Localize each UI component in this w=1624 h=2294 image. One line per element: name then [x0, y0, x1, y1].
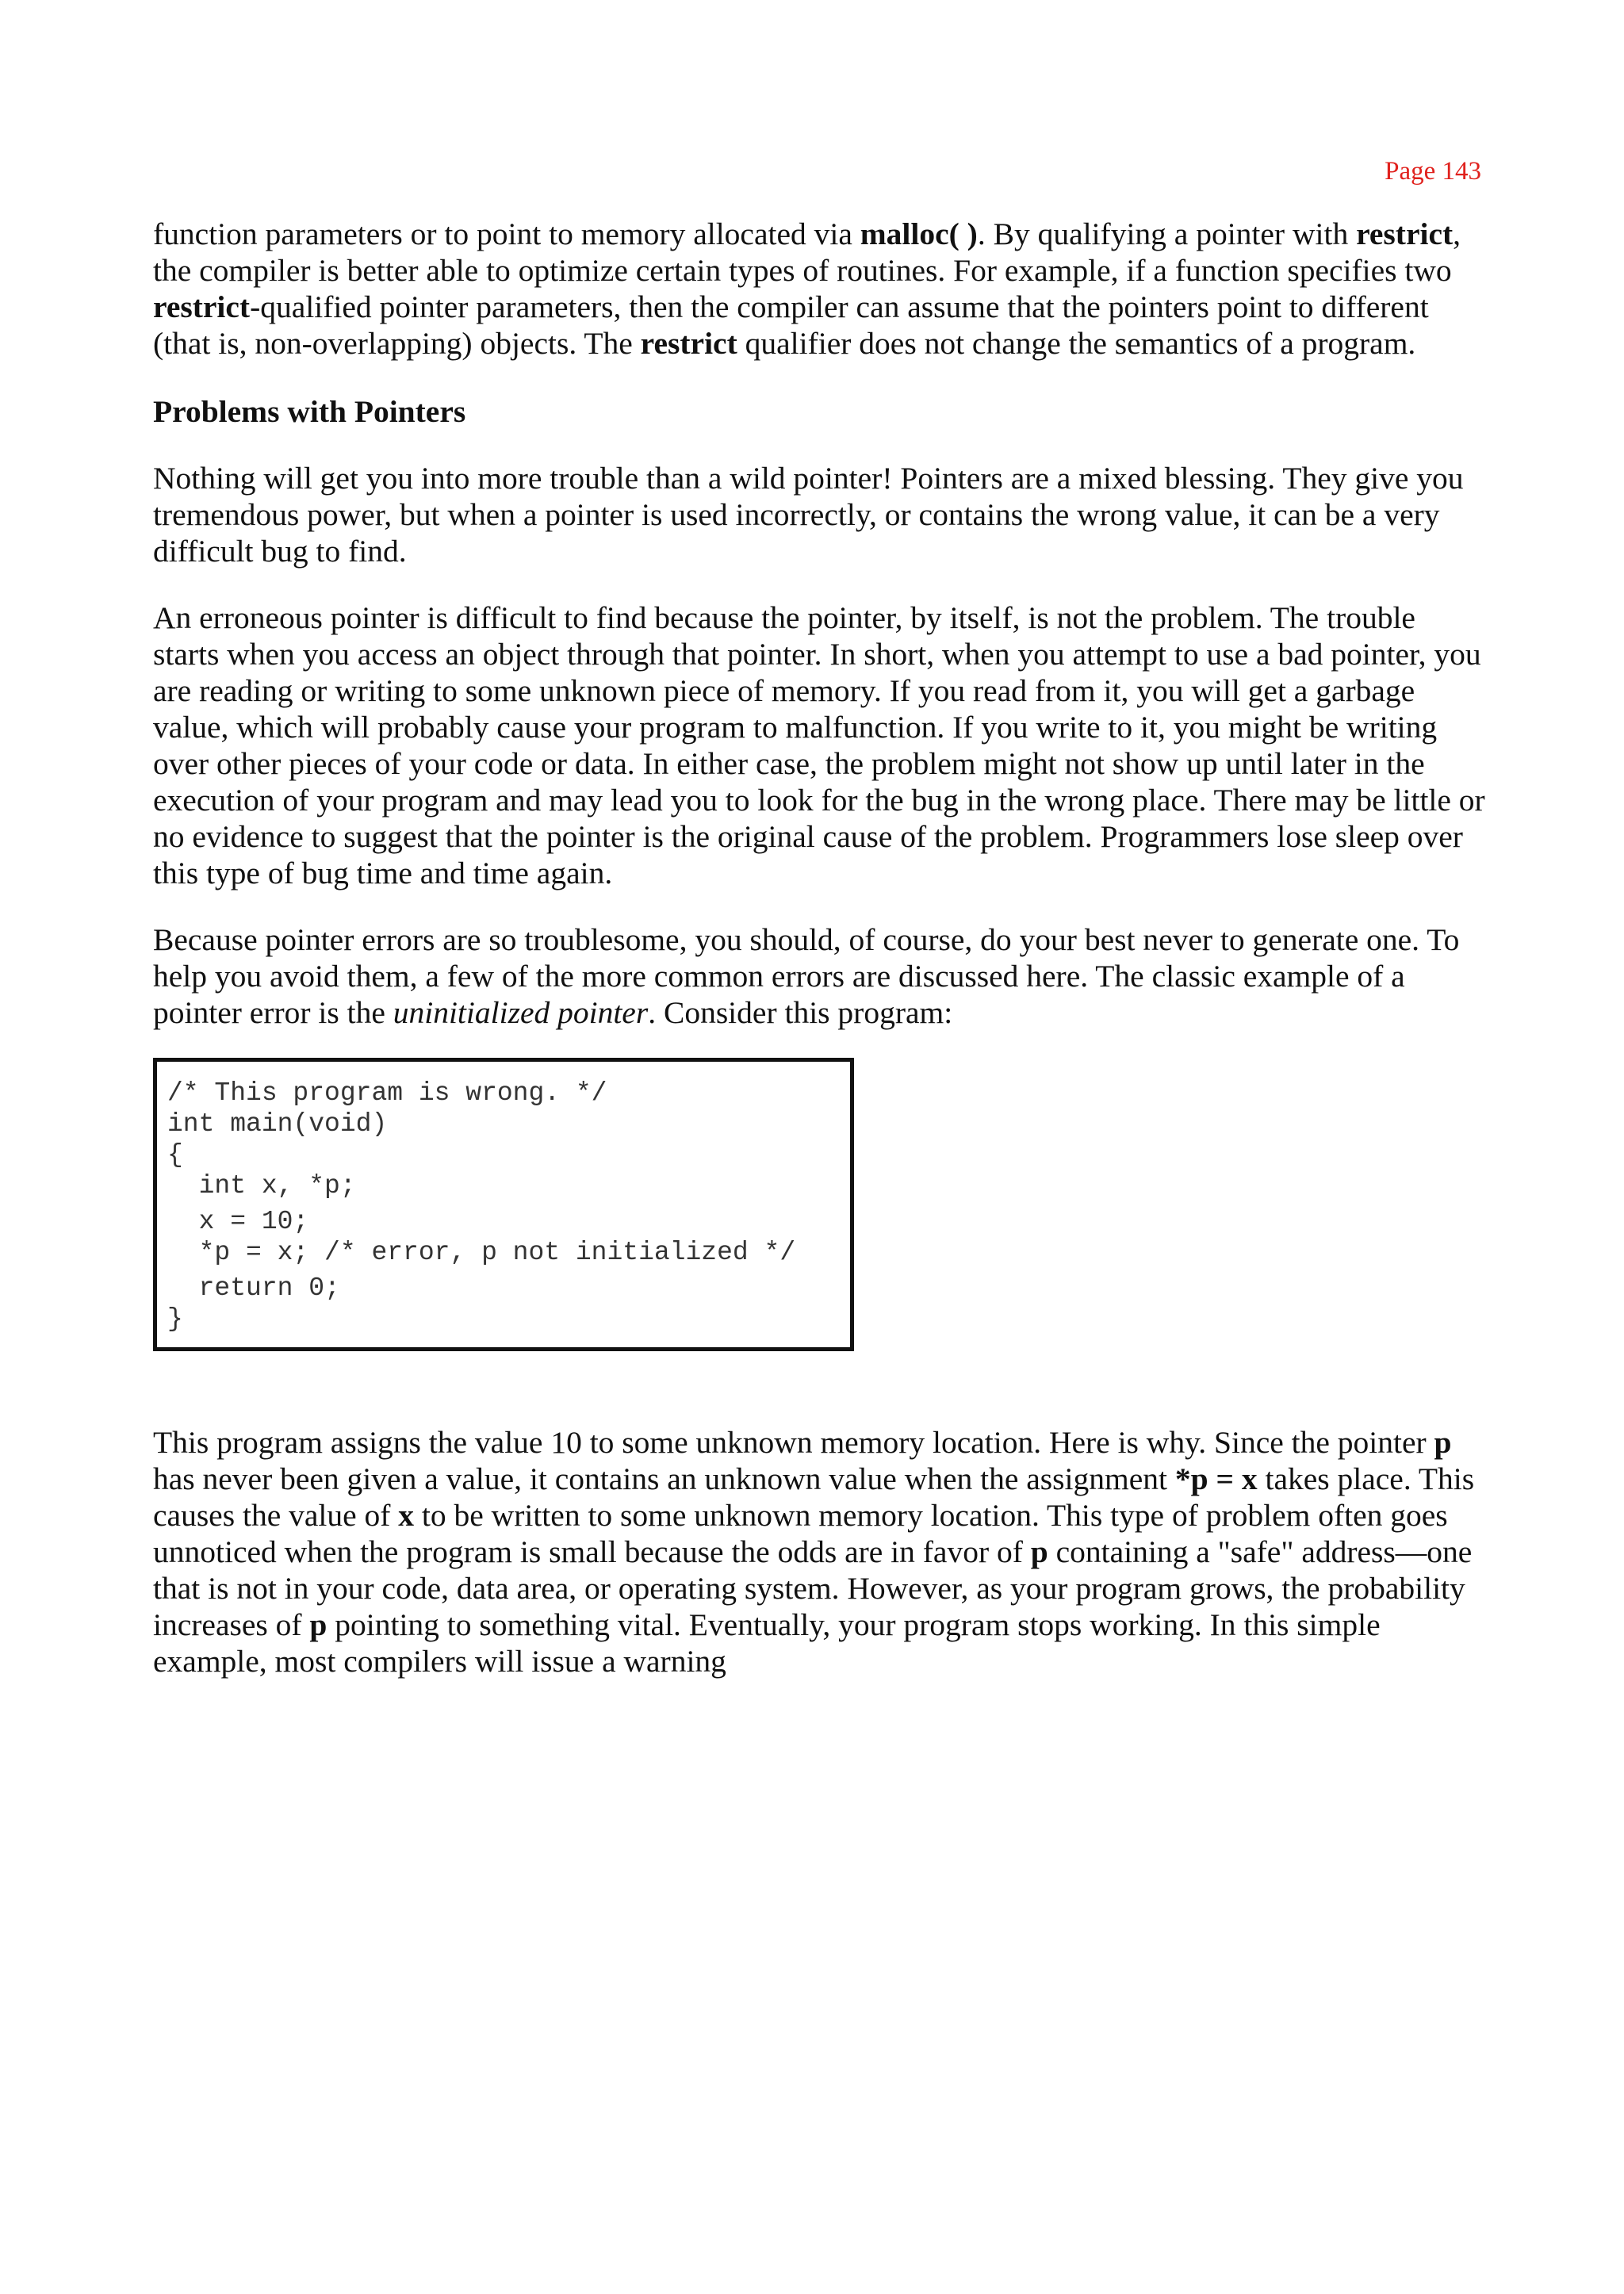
- keyword-restrict: restrict: [640, 326, 737, 361]
- section-heading: Problems with Pointers: [153, 394, 466, 429]
- keyword-malloc: malloc( ): [860, 216, 978, 251]
- text-run: containing a "safe" address—one that is not in your code, data area, or operating system. However, as your program grows, the probability increases of: [153, 1534, 1473, 1642]
- text-run: This program assigns the value 10 to some unknown memory location. Here is why. Since the pointer: [153, 1425, 1434, 1460]
- page-content: [153, 216, 1485, 1679]
- text-run: , the compiler is better able to optimize certain types of routines. For example, if a function specifies two: [153, 216, 1461, 288]
- code-term-p: p: [309, 1607, 327, 1642]
- paragraph-pointer-errors: [153, 921, 1485, 1031]
- text-run: to be written to some unknown memory location. This type of problem often goes unnoticed when the program is small because the odds are in favor of: [153, 1498, 1448, 1569]
- page-number: Page 143: [1385, 157, 1481, 186]
- code-part-return: return 0; }: [167, 1273, 340, 1334]
- code-term-assignment: *p = x: [1174, 1461, 1258, 1496]
- text-run: function parameters or to point to memory allocated via: [153, 216, 860, 251]
- code-listing: [153, 1058, 854, 1351]
- text-run: Because pointer errors are so troublesome, you should, of course, do your best never to generate one. To help you avoid them, a few of the more common errors are discussed here. The classic example of a pointer error is the: [153, 922, 1460, 1030]
- text-run: pointing to something vital. Eventually, your program stops working. In this simple example, most compilers will issue a warning: [153, 1607, 1381, 1679]
- paragraph-explanation: [153, 1424, 1485, 1679]
- text-run: . Consider this program:: [648, 995, 953, 1030]
- text-run: has never been given a value, it contains an unknown value when the assignment: [153, 1461, 1175, 1496]
- code-part-assignment: x = 10; *p = x; /* error, p not initialized */: [198, 1207, 796, 1267]
- text-run: -qualified pointer parameters, then the compiler can assume that the pointers point to different (that is, non-overlapping) objects. The: [153, 289, 1429, 361]
- code-term-p: p: [1030, 1534, 1048, 1569]
- text-run: qualifier does not change the semantics of a program.: [737, 326, 1416, 361]
- term-uninitialized-pointer: uninitialized pointer: [393, 995, 649, 1030]
- text-run: takes place. This causes the value of: [153, 1461, 1475, 1533]
- keyword-restrict: restrict: [1356, 216, 1454, 251]
- code-term-p: p: [1434, 1425, 1452, 1460]
- keyword-restrict: restrict: [153, 289, 251, 324]
- paragraph-restrict: [153, 216, 1485, 362]
- paragraph-wild-pointer: Nothing will get you into more trouble than a wild pointer! Pointers are a mixed blessing. They give you tremendous power, but when a pointer is used incorrectly, or contains the wrong value, it can be a very difficult bug to find.: [153, 461, 1464, 569]
- text-run: . By qualifying a pointer with: [977, 216, 1357, 251]
- paragraph-erroneous-pointer: An erroneous pointer is difficult to find because the pointer, by itself, is not the problem. The trouble starts when you access an object through that pointer. In short, when you attempt to use a bad pointer, you are reading or writing to some unknown piece of memory. If you read from it, you will get a garbage value, which will probably cause your program to malfunction. If you write to it, you might be writing over other pieces of your code or data. In either case, the problem might not show up until later in the execution of your program and may lead you to look for the bug in the wrong place. There may be little or no evidence to suggest that the pointer is the original cause of the problem. Programmers lose sleep over this type of bug time and time again.: [153, 600, 1485, 890]
- code-term-x: x: [398, 1498, 415, 1533]
- code-part-declarations: /* This program is wrong. */ int main(void) { int x, *p;: [167, 1078, 607, 1201]
